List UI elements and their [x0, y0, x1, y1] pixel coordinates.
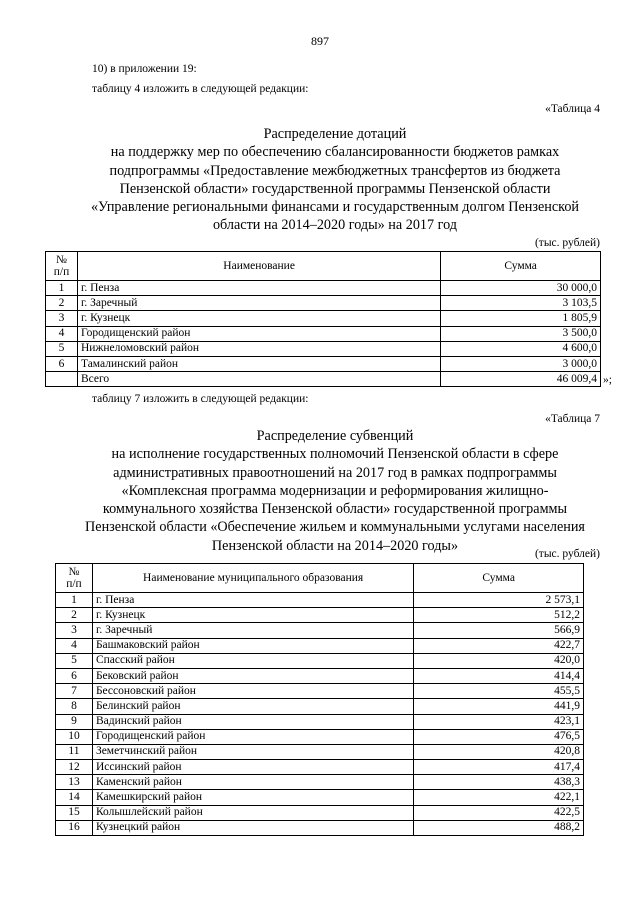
table-4-title [40, 125, 630, 235]
row-num: 10 [56, 729, 93, 744]
title-line: области на 2014–2020 годы» на 2017 год [212, 217, 458, 234]
row-num: 1 [56, 593, 93, 608]
table-total-row [46, 372, 601, 387]
table-7-label: «Таблица 7 [545, 413, 600, 425]
table-row [56, 760, 584, 775]
table-header-row [56, 564, 584, 593]
row-sum: 512,2 [414, 608, 584, 623]
row-num: 16 [56, 820, 93, 835]
row-num: 9 [56, 714, 93, 729]
row-name: г. Заречный [92, 623, 413, 638]
title-line: на поддержку мер по обеспечению сбалансированности бюджетов рамках [110, 144, 560, 161]
row-name: Кузнецкий район [92, 820, 413, 835]
row-name: г. Пенза [92, 593, 413, 608]
table-7-unit: (тыс. рублей) [534, 548, 600, 560]
row-sum: 438,3 [414, 775, 584, 790]
table-row [56, 593, 584, 608]
row-sum: 4 600,0 [441, 341, 601, 356]
table-7 [55, 563, 584, 836]
row-num: 1 [46, 281, 78, 296]
row-num: 2 [56, 608, 93, 623]
row-name: Спасский район [92, 653, 413, 668]
row-name: Каменский район [92, 775, 413, 790]
row-name: Бессоновский район [92, 684, 413, 699]
row-name: Колышлейский район [92, 805, 413, 820]
row-name: Нижнеломовский район [77, 341, 440, 356]
row-sum: 2 573,1 [414, 593, 584, 608]
header-num: № п/п [56, 564, 93, 593]
row-name: г. Кузнецк [92, 608, 413, 623]
table-row [56, 775, 584, 790]
title-line: Распределение дотаций [263, 126, 407, 142]
header-name: Наименование муниципального образования [92, 564, 413, 593]
table-row [46, 311, 601, 326]
table-row [56, 653, 584, 668]
row-num: 3 [46, 311, 78, 326]
row-name: г. Пенза [77, 281, 440, 296]
row-num: 3 [56, 623, 93, 638]
title-line: Пензенской области» государственной программы Пензенской области [119, 180, 551, 197]
row-sum: 422,1 [414, 790, 584, 805]
row-sum: 30 000,0 [441, 281, 601, 296]
row-num: 7 [56, 684, 93, 699]
table-4-label: «Таблица 4 [545, 103, 600, 115]
table-row [56, 623, 584, 638]
row-name: Иссинский район [92, 760, 413, 775]
header-name: Наименование [77, 252, 440, 281]
table-4-unit: (тыс. рублей) [534, 237, 600, 249]
row-sum: 420,0 [414, 653, 584, 668]
row-name: Всего [77, 372, 440, 387]
row-num: 2 [46, 296, 78, 311]
row-num: 8 [56, 699, 93, 714]
row-num: 15 [56, 805, 93, 820]
row-sum: 441,9 [414, 699, 584, 714]
row-name: Бековский район [92, 668, 413, 683]
table-row [56, 744, 584, 759]
table-row [56, 608, 584, 623]
row-sum: 3 103,5 [441, 296, 601, 311]
title-line: административных правоотношений на 2017 год в рамках подпрограммы [113, 464, 557, 481]
row-num: 4 [56, 638, 93, 653]
row-sum: 423,1 [414, 714, 584, 729]
table-row [46, 296, 601, 311]
instruction-table-7: таблицу 7 изложить в следующей редакции: [92, 393, 309, 405]
title-line: на исполнение государственных полномочий Пензенской области в сфере [111, 446, 559, 463]
page-number: 897 [311, 34, 329, 48]
row-sum: 488,2 [414, 820, 584, 835]
row-num: 11 [56, 744, 93, 759]
title-line: «Управление региональными финансами и государственным долгом Пензенской [90, 199, 580, 216]
row-sum: 414,4 [414, 668, 584, 683]
row-sum: 3 000,0 [441, 356, 601, 371]
row-num: 14 [56, 790, 93, 805]
row-sum: 420,8 [414, 744, 584, 759]
row-num: 13 [56, 775, 93, 790]
row-sum: 46 009,4 [441, 372, 601, 387]
row-sum: 422,7 [414, 638, 584, 653]
table-row [56, 805, 584, 820]
title-line: «Комплексная программа модернизации и реформирования жилищно- [121, 482, 549, 499]
title-line: Пензенской области на 2014–2020 годы» [211, 537, 459, 554]
table-row [56, 699, 584, 714]
title-line: Распределение субвенций [256, 428, 414, 444]
row-sum: 1 805,9 [441, 311, 601, 326]
table-row [56, 820, 584, 835]
row-name: Камешкирский район [92, 790, 413, 805]
row-num: 5 [56, 653, 93, 668]
row-name: Тамалинский район [77, 356, 440, 371]
title-line: коммунального хозяйства Пензенской области» государственной программы [102, 501, 568, 518]
table-row [46, 356, 601, 371]
row-sum: 476,5 [414, 729, 584, 744]
row-name: Городищенский район [77, 326, 440, 341]
title-line: Пензенской области «Обеспечение жильем и коммунальными услугами населения [85, 519, 585, 536]
table-row [56, 714, 584, 729]
row-name: Вадинский район [92, 714, 413, 729]
table-row [56, 684, 584, 699]
row-num: 6 [46, 356, 78, 371]
item-10-text: 10) в приложении 19: [92, 63, 197, 75]
row-sum: 566,9 [414, 623, 584, 638]
table-7-title [40, 427, 630, 555]
row-name: г. Заречный [77, 296, 440, 311]
table-row [56, 729, 584, 744]
header-sum: Сумма [441, 252, 601, 281]
instruction-table-4: таблицу 4 изложить в следующей редакции: [92, 83, 309, 95]
table-row [46, 341, 601, 356]
row-name: Башмаковский район [92, 638, 413, 653]
row-num: 12 [56, 760, 93, 775]
row-num: 4 [46, 326, 78, 341]
table-4 [45, 251, 601, 387]
row-name: г. Кузнецк [77, 311, 440, 326]
header-sum: Сумма [414, 564, 584, 593]
table-row [46, 281, 601, 296]
row-num [46, 372, 78, 387]
row-sum: 422,5 [414, 805, 584, 820]
header-num: № п/п [46, 252, 78, 281]
row-num: 6 [56, 668, 93, 683]
row-name: Белинский район [92, 699, 413, 714]
row-name: Городищенский район [92, 729, 413, 744]
table-4-closing-mark: »; [603, 374, 612, 386]
table-row [46, 326, 601, 341]
row-sum: 455,5 [414, 684, 584, 699]
row-sum: 3 500,0 [441, 326, 601, 341]
row-name: Земетчинский район [92, 744, 413, 759]
table-row [56, 790, 584, 805]
row-sum: 417,4 [414, 760, 584, 775]
table-row [56, 668, 584, 683]
title-line: подпрограммы «Предоставление межбюджетных трансфертов из бюджета [109, 162, 561, 179]
table-row [56, 638, 584, 653]
table-header-row [46, 252, 601, 281]
row-num: 5 [46, 341, 78, 356]
